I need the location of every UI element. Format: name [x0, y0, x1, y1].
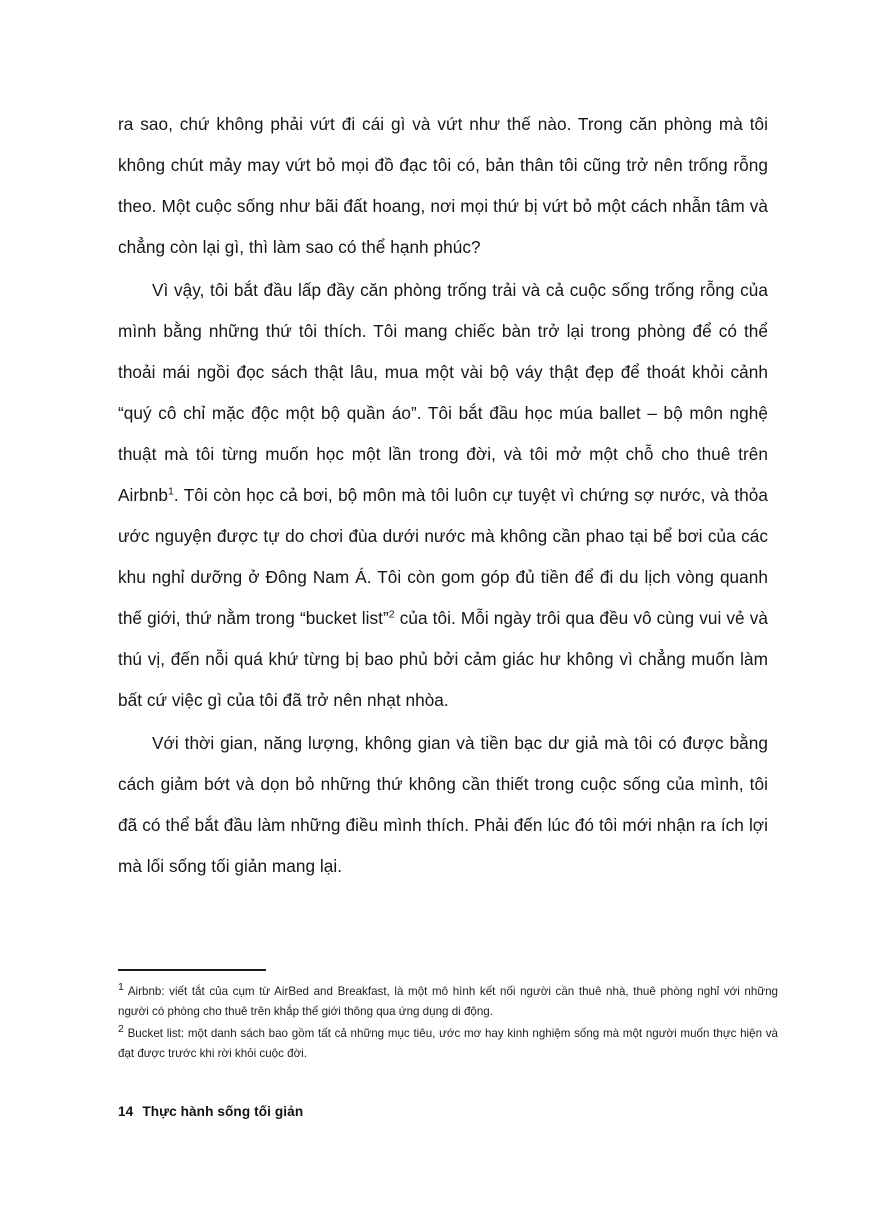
page-number: 14: [118, 1104, 134, 1119]
footnote-separator-rule: [118, 969, 266, 971]
paragraph-2-part-2: . Tôi còn học cả bơi, bộ môn mà tôi luôn cự tuyệt vì chứng sợ nước, và thỏa ước nguyện được tự do chơi đùa dưới nước mà không cần phao tại bể bơi của các khu nghỉ dưỡng ở Đông Nam Á. Tôi còn gom góp đủ tiền để đi du lịch vòng quanh thế giới, thứ nằm trong “bucket list”: [118, 485, 768, 628]
paragraph-3: Với thời gian, năng lượng, không gian và tiền bạc dư giả mà tôi có được bằng cách giảm bớt và dọn bỏ những thứ không cần thiết trong cuộc sống của mình, tôi đã có thể bắt đầu làm những điều mình thích. Phải đến lúc đó tôi mới nhận ra ích lợi mà lối sống tối giản mang lại.: [118, 733, 768, 876]
paragraph-2-part-3: của tôi. Mỗi ngày trôi qua đều vô cùng vui vẻ và thú vị, đến nỗi quá khứ từng bị bao phủ bởi cảm giác hư không vì chẳng muốn làm bất cứ việc gì của tôi đã trở nên nhạt nhòa.: [118, 608, 768, 710]
footnote-1-text: Airbnb: viết tắt của cụm từ AirBed and Breakfast, là một mô hình kết nối người cần thuê nhà, thuê phòng nghỉ với những người có phòng cho thuê trên khắp thế giới thông qua ứng dụng di động.: [118, 985, 778, 1018]
footnote-2-text: Bucket list: một danh sách bao gồm tất cả những mục tiêu, ước mơ hay kinh nghiệm sống mà một người muốn thực hiện và đạt được trước khi rời khỏi cuộc đời.: [118, 1027, 778, 1060]
footnote-2-marker: 2: [118, 1023, 124, 1036]
footnote-2: [118, 1024, 778, 1063]
footnote-ref-2: 2: [388, 608, 395, 621]
book-title: Thực hành sống tối giản: [142, 1104, 304, 1119]
footnote-1-marker: 1: [118, 981, 124, 994]
footnote-1: [118, 982, 778, 1021]
page-body-text: [118, 104, 768, 887]
paragraph-2-part-1: Vì vậy, tôi bắt đầu lấp đầy căn phòng trống trải và cả cuộc sống trống rỗng của mình bằng những thứ tôi thích. Tôi mang chiếc bàn trở lại trong phòng để có thể thoải mái ngồi đọc sách thật lâu, mua một vài bộ váy thật đẹp để thoát khỏi cảnh “quý cô chỉ mặc độc một bộ quần áo”. Tôi bắt đầu học múa ballet – bộ môn nghệ thuật mà tôi từng muốn học một lần trong đời, và tôi mở một chỗ cho thuê trên Airbnb: [118, 280, 768, 505]
paragraph-1: ra sao, chứ không phải vứt đi cái gì và vứt như thế nào. Trong căn phòng mà tôi không chút mảy may vứt bỏ mọi đồ đạc tôi có, bản thân tôi cũng trở nên trống rỗng theo. Một cuộc sống như bãi đất hoang, nơi mọi thứ bị vứt bỏ một cách nhẫn tâm và chẳng còn lại gì, thì làm sao có thể hạnh phúc?: [118, 114, 768, 257]
footnotes-section: [118, 969, 778, 1066]
paragraph-2: [118, 270, 768, 721]
page-footer: [118, 1104, 303, 1119]
footnote-ref-1: 1: [167, 485, 174, 498]
